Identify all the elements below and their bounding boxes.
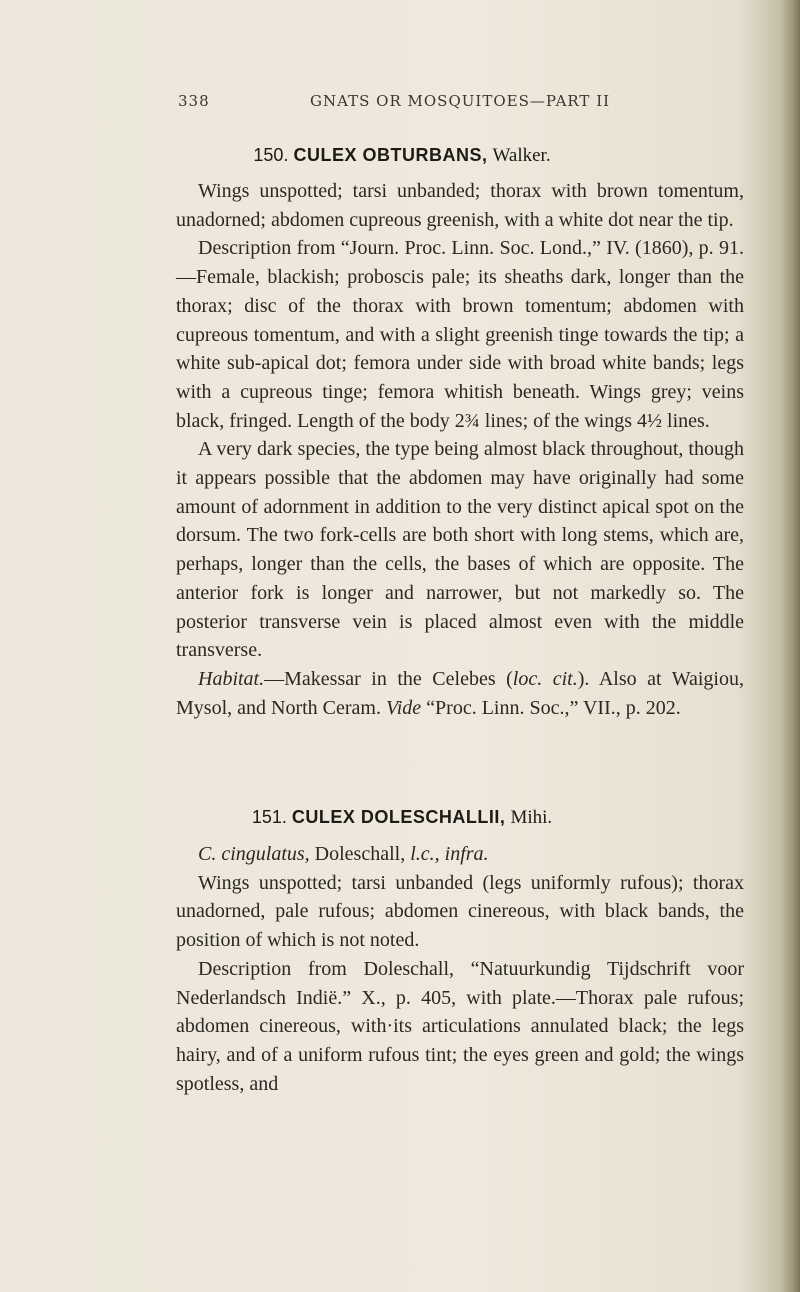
habitat-text-b: ). Also at Waigiou, Mysol, and North Ceram. <box>176 667 744 719</box>
habitat-vide: Vide <box>385 696 422 719</box>
habitat-text-c: “Proc. Linn. Soc.,” VII., p. 202. <box>421 696 681 719</box>
species-heading-151 <box>22 807 782 829</box>
synonym-author: Doleschall, <box>309 843 411 865</box>
habitat-loc-cit: loc. cit. <box>512 667 578 690</box>
running-title: GNATS OR MOSQUITOES—PART II <box>310 92 611 110</box>
paragraph-synonym <box>176 840 744 869</box>
page-gutter-shadow <box>782 0 800 1292</box>
paragraph-description: Description from Doleschall, “Natuurkundig Tijdschrift voor Nederlandsch Indië.” X., p. 405, with plate.—Thorax pale rufous; abdomen cinereous, with·its articulations annulated black; the legs hairy, and of a uniform rufous tint; the eyes green and gold; the wings spotless, and <box>176 957 744 1095</box>
species-heading-150 <box>22 145 782 167</box>
paragraph-diagnosis: Wings unspotted; tarsi unbanded; thorax with brown tomentum, unadorned; abdomen cupreous greenish, with a white dot near the tip. <box>176 180 744 231</box>
species-author: Walker. <box>492 145 551 166</box>
running-head <box>0 92 800 116</box>
species-number: 150. <box>253 145 289 165</box>
habitat-text-a: —Makessar in the Celebes ( <box>264 667 513 690</box>
species-author: Mihi. <box>510 807 553 828</box>
paragraph-diagnosis: Wings unspotted; tarsi unbanded (legs uniformly rufous); thorax unadorned, pale rufous; abdomen cinereous, with black bands, the position of which is not noted. <box>176 871 744 952</box>
synonym-name: C. cingulatus, <box>198 843 310 865</box>
species-name: CULEX OBTURBANS, <box>293 145 488 165</box>
species-name: CULEX DOLESCHALLII, <box>291 807 506 827</box>
page-number: 338 <box>178 92 210 110</box>
species-body-151 <box>176 840 744 1098</box>
synonym-ref: l.c., infra. <box>410 843 489 865</box>
species-number: 151. <box>251 807 287 827</box>
paragraph-remarks: A very dark species, the type being almost black throughout, though it appears possible that the abdomen may have originally had some amount of adornment in addition to the very distinct apical spot on the dorsum. The two fork-cells are both short with long stems, which are, perhaps, longer than the cells, the bases of which are opposite. The anterior fork is longer and narrower, but not markedly so. The posterior transverse vein is placed almost even with the middle transverse. <box>176 438 744 662</box>
species-body-150 <box>176 177 744 722</box>
habitat-label: Habitat. <box>198 667 265 690</box>
paragraph-description: Description from “Journ. Proc. Linn. Soc. Lond.,” IV. (1860), p. 91.—Female, blackish; proboscis pale; its sheaths dark, longer than the thorax; disc of the thorax with brown tomentum; abdomen with cupreous tomentum, and with a slight greenish tinge towards the tip; a white sub-apical dot; femora under side with broad white bands; legs with a cupreous tinge; femora whitish beneath. Wings grey; veins black, fringed. Length of the body 2¾ lines; of the wings 4½ lines. <box>176 237 744 432</box>
paragraph-habitat <box>176 665 744 722</box>
